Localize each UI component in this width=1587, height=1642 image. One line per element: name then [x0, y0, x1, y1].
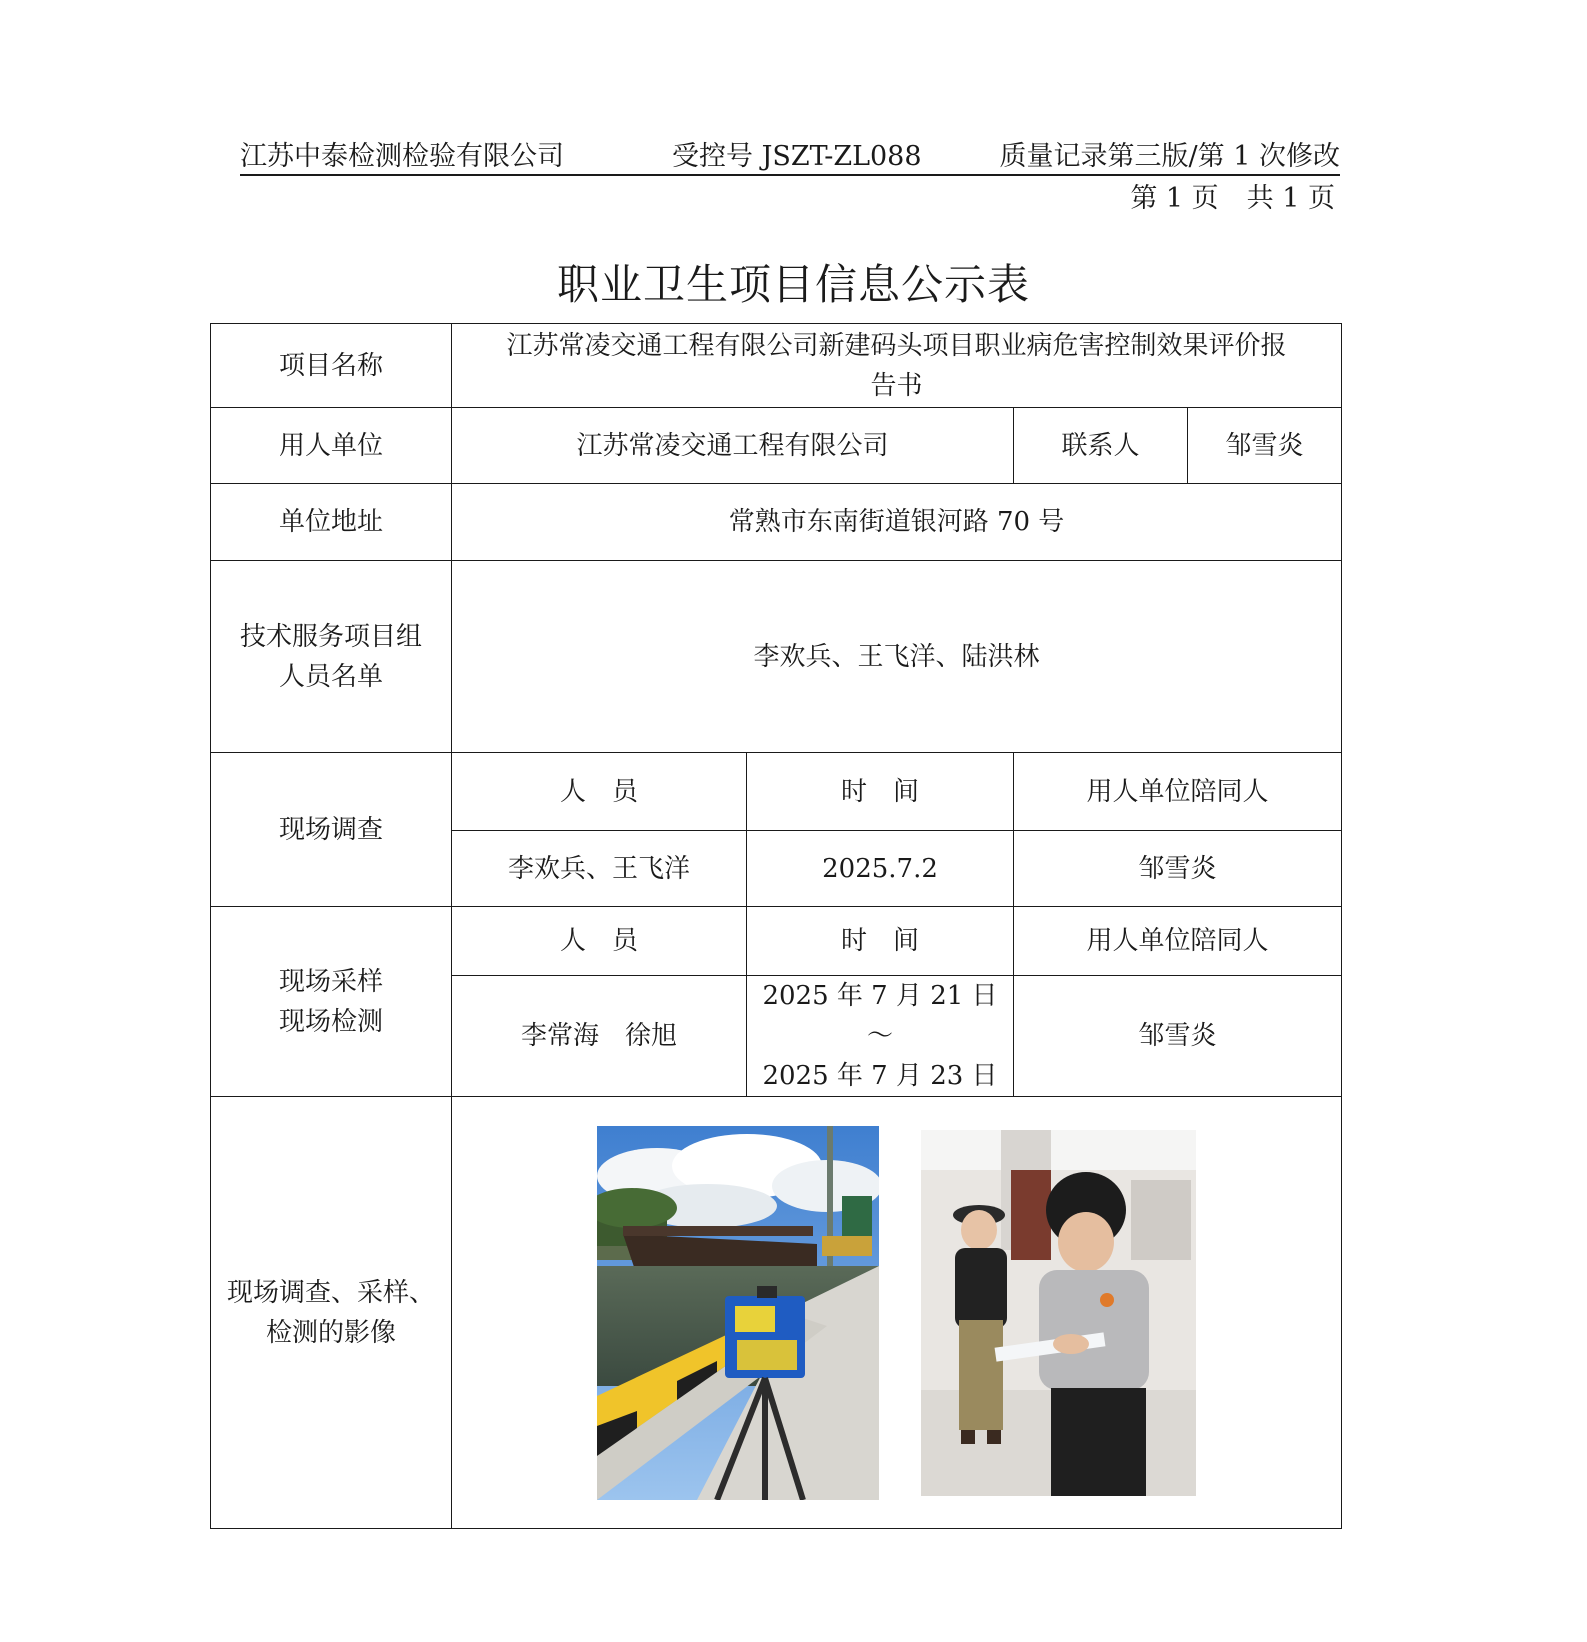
row-survey-header — [211, 753, 1342, 831]
row-address — [211, 484, 1342, 561]
address-label: 单位地址 — [211, 484, 452, 561]
dock-sampling-image — [597, 1126, 879, 1500]
row-employer — [211, 408, 1342, 484]
sampling-time-line2: 2025 年 7 月 23 日 — [762, 1061, 998, 1091]
company-name: 江苏中泰检测检验有限公司 — [240, 141, 564, 172]
images-label-line1: 现场调查、采样、 — [226, 1277, 435, 1308]
contact-value: 邹雪炎 — [1188, 408, 1342, 484]
onsite-survey-image — [921, 1130, 1196, 1496]
sampling-label — [211, 907, 452, 1097]
page-total: 共 1 页 — [1246, 183, 1335, 214]
project-name-line2: 告书 — [870, 370, 923, 401]
page-title: 职业卫生项目信息公示表 — [556, 260, 1030, 309]
row-sampling-header — [211, 907, 1342, 976]
row-project-name — [211, 324, 1342, 408]
employer-value: 江苏常凌交通工程有限公司 — [452, 408, 1014, 484]
images-cell — [452, 1097, 1342, 1529]
survey-person: 李欢兵、王飞洋 — [452, 831, 747, 907]
sampling-person-header: 人 员 — [452, 907, 747, 976]
sampling-person: 李常海 徐旭 — [452, 976, 747, 1097]
project-name-label: 项目名称 — [211, 324, 452, 408]
contact-label: 联系人 — [1014, 408, 1188, 484]
sampling-label-line1: 现场采样 — [278, 966, 383, 997]
quality-record: 质量记录第三版/第 1 次修改 — [999, 141, 1340, 172]
row-images — [211, 1097, 1342, 1529]
row-team — [211, 561, 1342, 753]
survey-time: 2025.7.2 — [747, 831, 1014, 907]
project-name-line1: 江苏常凌交通工程有限公司新建码头项目职业病危害控制效果评价报 — [506, 330, 1287, 361]
survey-escort: 邹雪炎 — [1014, 831, 1342, 907]
sampling-escort: 邹雪炎 — [1014, 976, 1342, 1097]
survey-person-header: 人 员 — [452, 753, 747, 831]
page-number — [1130, 176, 1335, 215]
team-label-line1: 技术服务项目组 — [239, 621, 422, 652]
sampling-time-header: 时 间 — [747, 907, 1014, 976]
sampling-time — [747, 976, 1014, 1097]
survey-escort-header: 用人单位陪同人 — [1014, 753, 1342, 831]
team-label — [211, 561, 452, 753]
sampling-escort-header: 用人单位陪同人 — [1014, 907, 1342, 976]
document-header — [240, 134, 1340, 170]
page-current: 第 1 页 — [1130, 183, 1219, 214]
photo-group — [458, 1126, 1335, 1500]
control-number: 受控号 JSZT-ZL088 — [672, 141, 922, 172]
team-value: 李欢兵、王飞洋、陆洪林 — [452, 561, 1342, 753]
employer-label: 用人单位 — [211, 408, 452, 484]
project-name-value — [452, 324, 1342, 408]
info-table — [210, 323, 1342, 1529]
address-value: 常熟市东南街道银河路 70 号 — [452, 484, 1342, 561]
sampling-label-line2: 现场检测 — [278, 1006, 383, 1037]
dock-sampling-photo — [597, 1126, 879, 1500]
onsite-survey-photo — [921, 1130, 1196, 1496]
images-label — [211, 1097, 452, 1529]
images-label-line2: 检测的影像 — [265, 1317, 396, 1348]
sampling-time-line1: 2025 年 7 月 21 日～ — [762, 981, 998, 1051]
survey-label: 现场调查 — [211, 753, 452, 907]
survey-time-header: 时 间 — [747, 753, 1014, 831]
team-label-line2: 人员名单 — [278, 661, 383, 692]
